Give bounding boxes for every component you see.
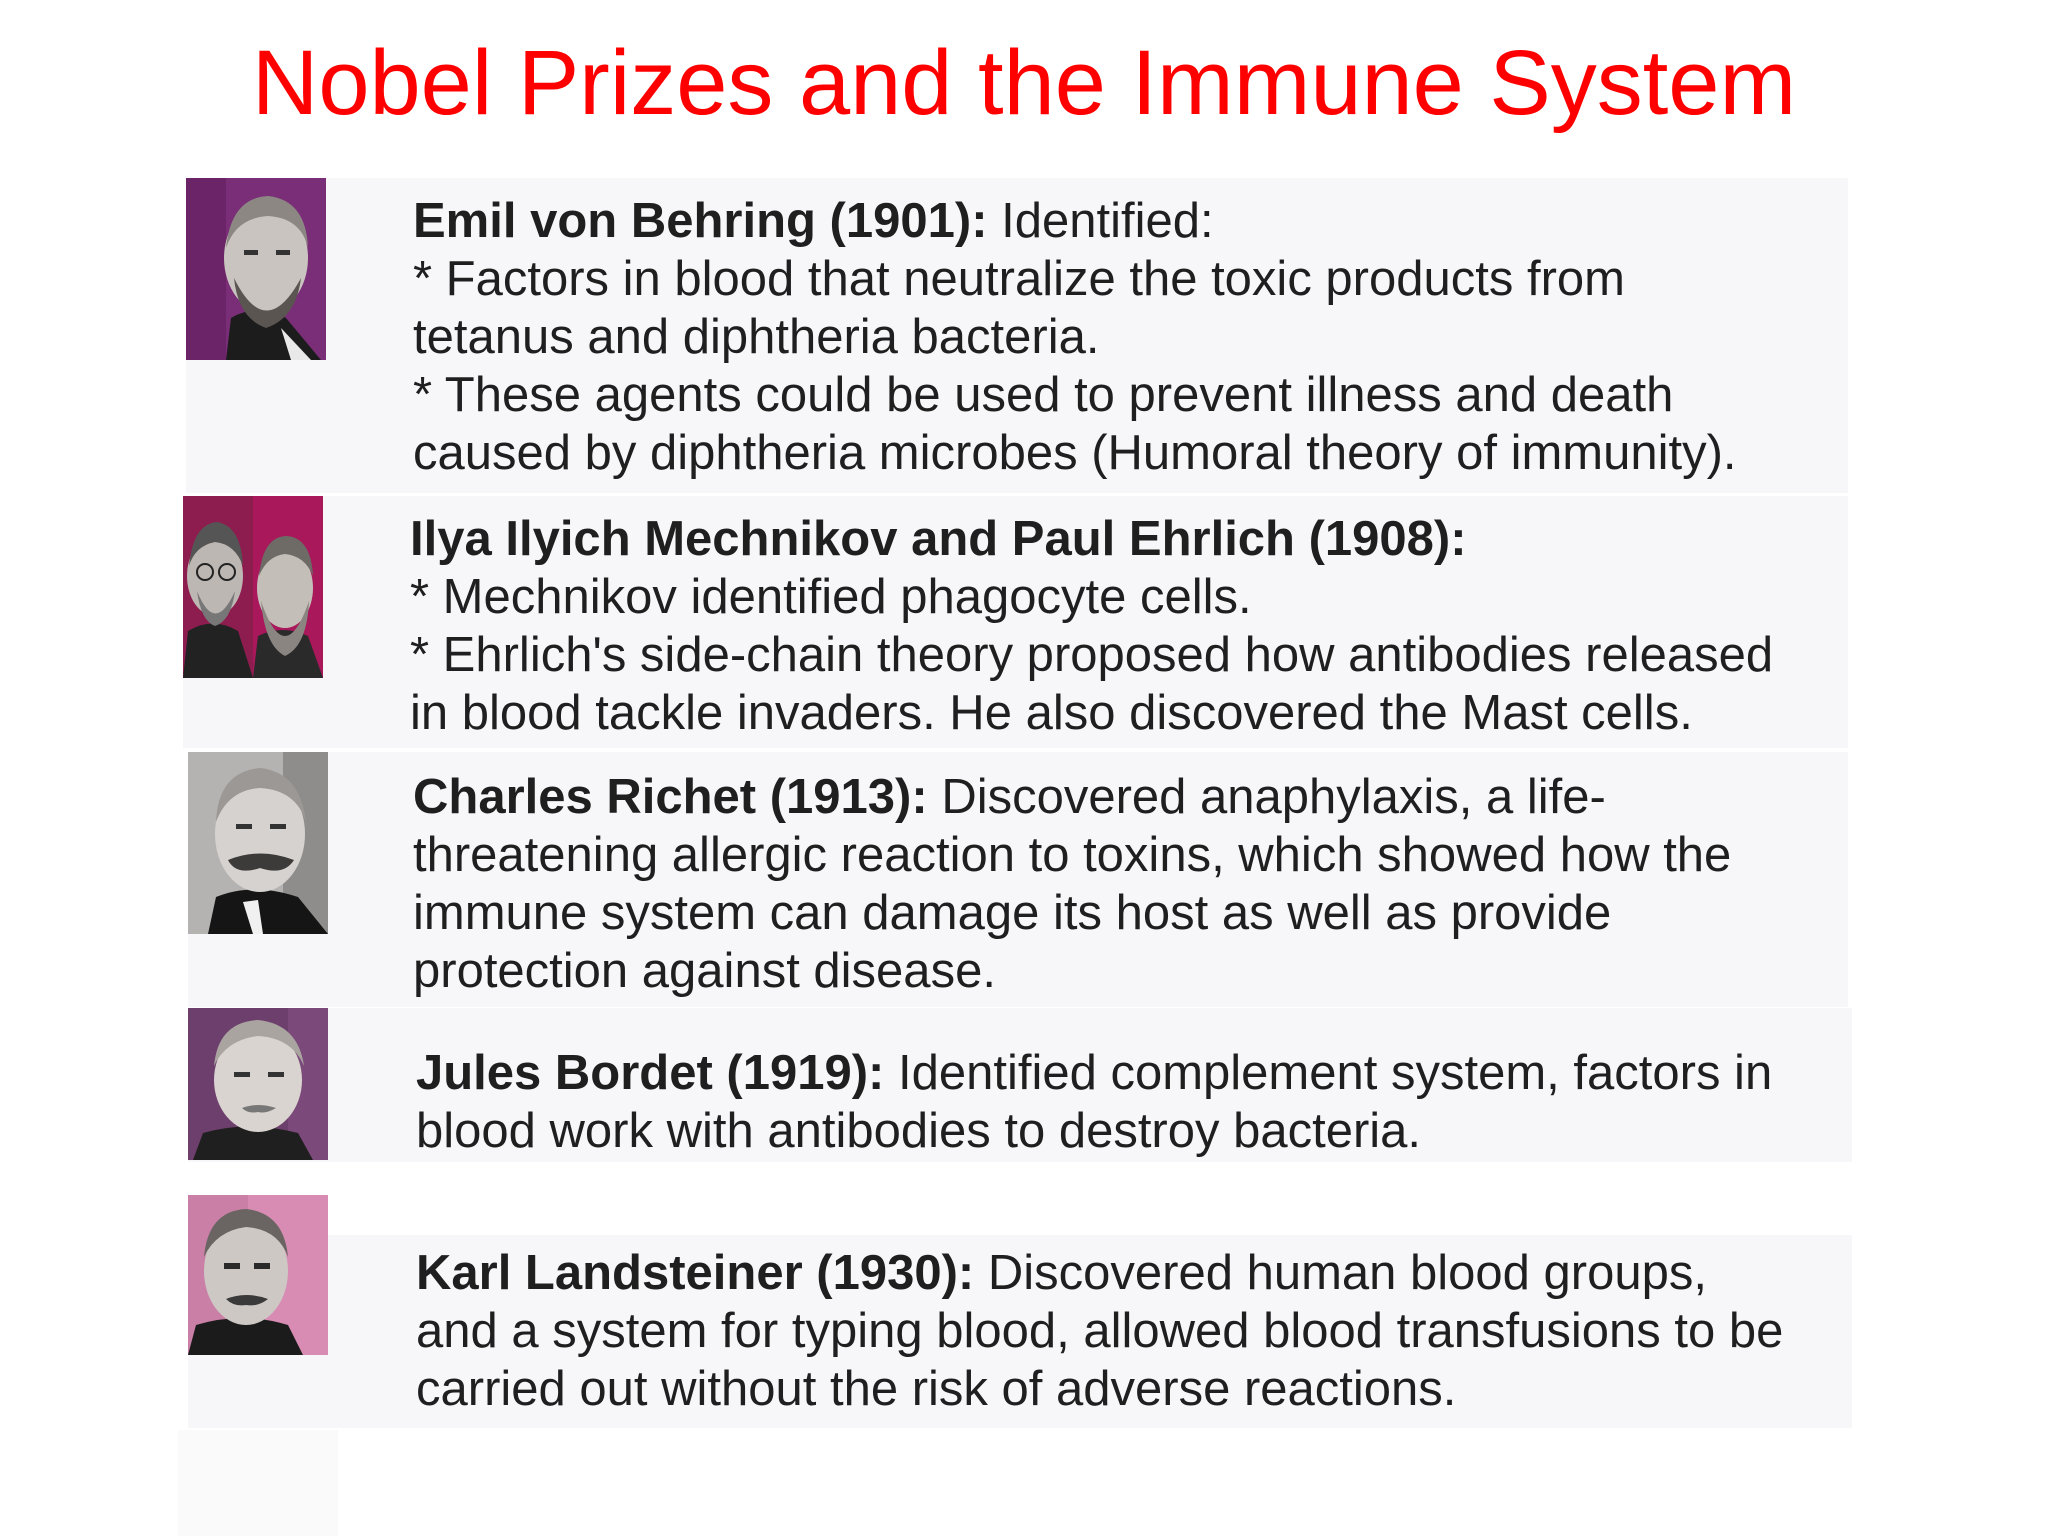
entry-text-behring	[413, 192, 1737, 482]
entry-line: threatening allergic reaction to toxins, which showed how the	[413, 828, 1732, 882]
portrait-bordet-image	[188, 1008, 328, 1160]
entry-line: and a system for typing blood, allowed blood transfusions to be	[416, 1304, 1784, 1358]
entry-line: Discovered anaphylaxis, a life-	[927, 770, 1606, 824]
entry-text-mechnikov-ehrlich	[410, 510, 1773, 742]
portrait-mechnikov-ehrlich-image	[183, 496, 323, 678]
entry-line: carried out without the risk of adverse reactions.	[416, 1362, 1457, 1416]
page-title: Nobel Prizes and the Immune System	[251, 32, 1797, 134]
portrait-landsteiner-image	[188, 1195, 328, 1355]
entry-line: Discovered human blood groups,	[974, 1246, 1707, 1300]
laureate-name: Charles Richet (1913):	[413, 770, 928, 824]
entry-line: blood work with antibodies to destroy bacteria.	[416, 1104, 1422, 1158]
entry-line: Identified:	[987, 194, 1214, 248]
portrait-richet-image	[188, 752, 328, 934]
decorative-strip	[178, 1430, 338, 1536]
portrait-behring-image	[186, 178, 326, 360]
entry-line: * Ehrlich's side-chain theory proposed how antibodies released	[410, 628, 1774, 682]
entry-line: tetanus and diphtheria bacteria.	[413, 310, 1100, 364]
entry-text-richet	[413, 768, 1731, 1000]
entry-line: immune system can damage its host as well as provide	[413, 886, 1612, 940]
entry-line: protection against disease.	[413, 944, 996, 998]
entry-line: * These agents could be used to prevent illness and death	[413, 368, 1674, 422]
laureate-name: Jules Bordet (1919):	[416, 1046, 885, 1100]
entry-text-landsteiner	[416, 1244, 1783, 1418]
entry-line: Identified complement system, factors in	[884, 1046, 1773, 1100]
entry-line: * Factors in blood that neutralize the toxic products from	[413, 252, 1625, 306]
entry-line: * Mechnikov identified phagocyte cells.	[410, 570, 1252, 624]
laureate-name: Ilya Ilyich Mechnikov and Paul Ehrlich (1908):	[410, 512, 1467, 566]
entry-line: in blood tackle invaders. He also discovered the Mast cells.	[410, 686, 1693, 740]
laureate-name: Emil von Behring (1901):	[413, 194, 988, 248]
laureate-name: Karl Landsteiner (1930):	[416, 1246, 975, 1300]
entry-text-bordet	[416, 1044, 1772, 1160]
entry-line: caused by diphtheria microbes (Humoral theory of immunity).	[413, 426, 1737, 480]
